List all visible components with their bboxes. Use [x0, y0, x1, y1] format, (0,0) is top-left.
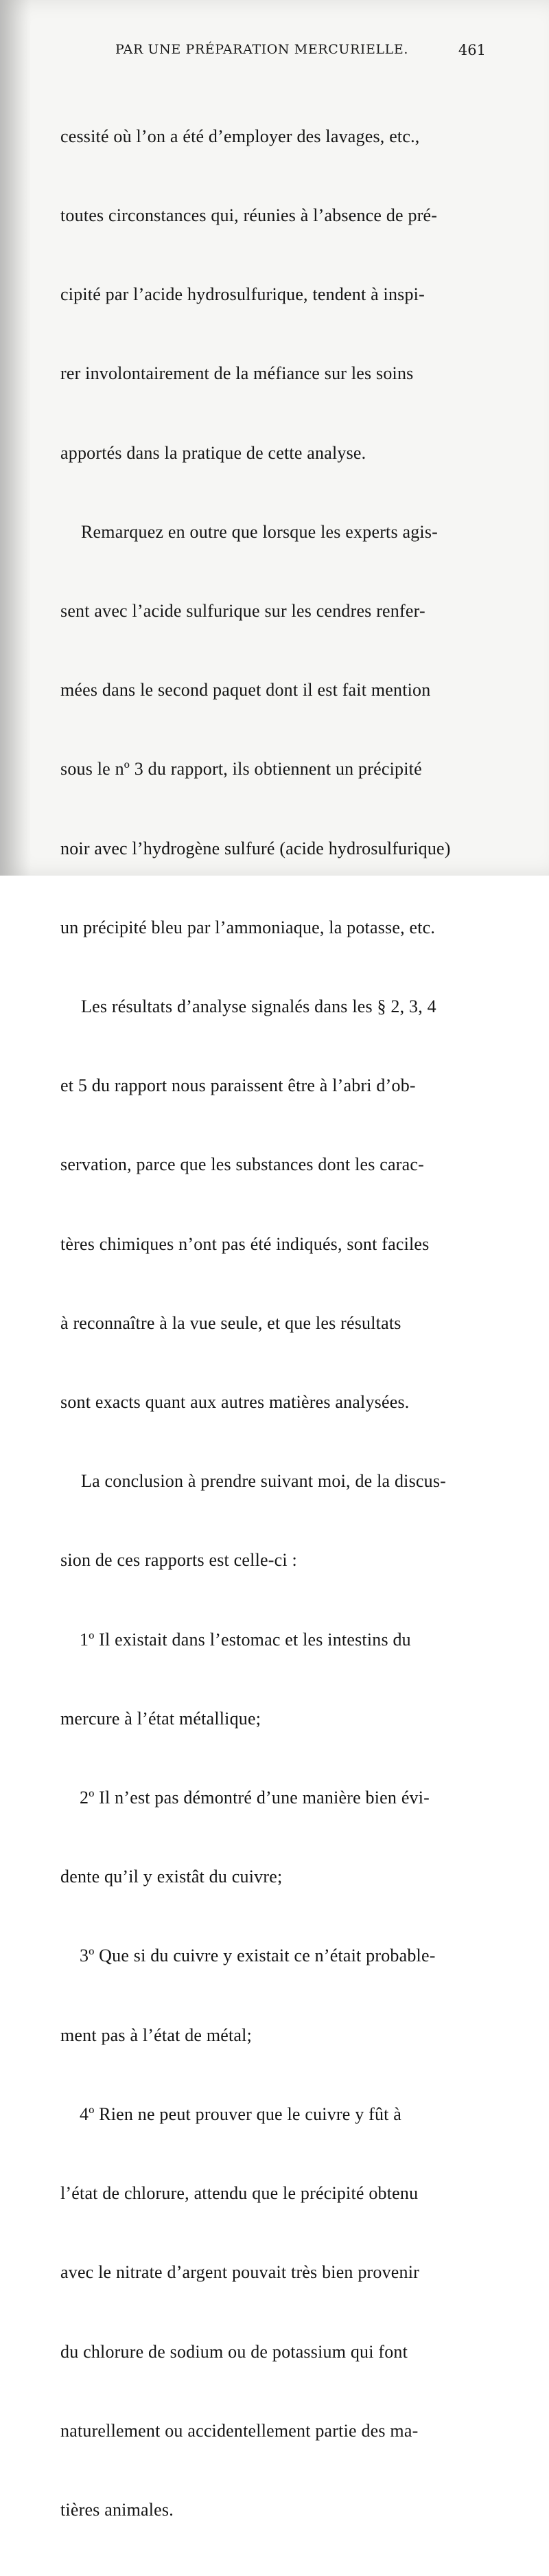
- text-line: mercure à l’état métallique;: [60, 1708, 261, 1729]
- text-line: toutes circonstances qui, réunies à l’absence de pré-: [60, 205, 438, 226]
- text-line: ment pas à l’état de métal;: [60, 2025, 253, 2045]
- list-item-start-line: 3º Que si du cuivre y existait ce n’était probable-: [80, 1946, 436, 1966]
- page-header: [115, 42, 486, 62]
- text-line: servation, parce que les substances dont les carac-: [60, 1154, 424, 1175]
- text-line: l’état de chlorure, attendu que le précipité obtenu: [60, 2183, 419, 2204]
- paragraph-start-line: La conclusion à prendre suivant moi, de la discus-: [81, 1471, 447, 1492]
- list-item-start-line: 4º Rien ne peut prouver que le cuivre y fût à: [80, 2104, 402, 2124]
- text-line: et 5 du rapport nous paraissent être à l’abri d’ob-: [60, 1075, 416, 1096]
- binding-shadow: [0, 0, 31, 876]
- text-line: un précipité bleu par l’ammoniaque, la potasse, etc.: [60, 917, 436, 937]
- body-text: [60, 71, 487, 2576]
- text-line: noir avec l’hydrogène sulfuré (acide hydrosulfurique): [60, 838, 451, 858]
- page-number: 461: [458, 42, 486, 58]
- list-item-start-line: 1º Il existait dans l’estomac et les intestins du: [80, 1629, 411, 1650]
- text-line: rer involontairement de la méfiance sur les soins: [60, 363, 414, 384]
- text-line: sent avec l’acide sulfurique sur les cendres renfer-: [60, 601, 425, 622]
- text-line: à reconnaître à la vue seule, et que les résultats: [60, 1312, 401, 1333]
- text-line: apportés dans la pratique de cette analyse.: [60, 442, 366, 463]
- text-line: avec le nitrate d’argent pouvait très bien provenir: [60, 2262, 420, 2283]
- text-line: mées dans le second paquet dont il est fait mention: [60, 680, 431, 700]
- paragraph-start-line: Les résultats d’analyse signalés dans les § 2, 3, 4: [81, 996, 436, 1017]
- text-line: du chlorure de sodium ou de potassium qui font: [60, 2341, 408, 2362]
- paragraph-start-line: Remarquez en outre que lorsque les experts agis-: [81, 521, 439, 542]
- text-line: dente qu’il y existât du cuivre;: [60, 1867, 283, 1887]
- running-title: PAR UNE PRÉPARATION MERCURIELLE.: [115, 42, 408, 57]
- text-line: tières animales.: [60, 2499, 174, 2520]
- text-line: cessité où l’on a été d’employer des lavages, etc.,: [60, 126, 420, 146]
- text-line: sont exacts quant aux autres matières analysées.: [60, 1392, 410, 1413]
- text-line: cipité par l’acide hydrosulfurique, tendent à inspi-: [60, 284, 425, 305]
- text-line: tères chimiques n’ont pas été indiqués, sont faciles: [60, 1233, 430, 1254]
- text-line: naturellement ou accidentellement partie des ma-: [60, 2420, 419, 2441]
- list-item-start-line: 2º Il n’est pas démontré d’une manière bien évi-: [80, 1788, 430, 1808]
- text-line: sion de ces rapports est celle-ci :: [60, 1550, 297, 1571]
- text-line: sous le nº 3 du rapport, ils obtiennent un précipité: [60, 759, 422, 779]
